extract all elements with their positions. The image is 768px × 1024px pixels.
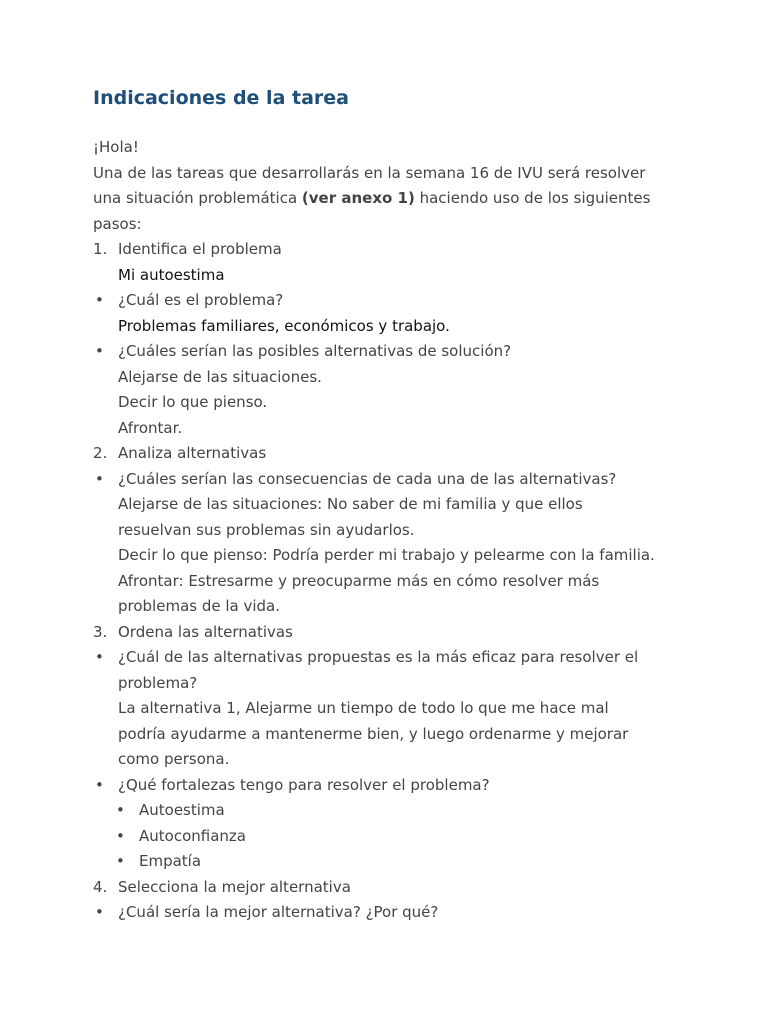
step-label: Identifica el problema bbox=[118, 240, 282, 258]
question-1 bbox=[93, 288, 693, 314]
document-body bbox=[93, 135, 693, 926]
question-1-answer: Problemas familiares, económicos y trabajo. bbox=[118, 316, 450, 335]
intro-text-1: Una de las tareas que desarrollarás en la semana 16 de IVU será resolver una situación problemática bbox=[93, 163, 646, 207]
strength-label: Autoestima bbox=[139, 801, 225, 819]
bullet-icon: • bbox=[116, 801, 125, 819]
bullet-icon: • bbox=[116, 826, 125, 845]
step-label: Analiza alternativas bbox=[118, 444, 267, 462]
bullet-icon: • bbox=[95, 775, 104, 794]
question-2-answer-1: Alejarse de las situaciones. bbox=[118, 367, 322, 386]
question-text: ¿Cuáles serían las posibles alternativas de solución? bbox=[118, 342, 512, 360]
strength-label: Empatía bbox=[139, 852, 202, 870]
question-text: ¿Cuál es el problema? bbox=[118, 291, 284, 309]
question-3-answer-1: Alejarse de las situaciones: No saber de mi familia y que ellos resuelvan sus problemas sin ayudarlos. bbox=[118, 495, 583, 539]
question-3 bbox=[93, 467, 693, 493]
question-6 bbox=[93, 900, 693, 926]
bullet-icon: • bbox=[95, 342, 104, 360]
question-3-answer-2: Decir lo que pienso: Podría perder mi trabajo y pelearme con la familia. bbox=[118, 546, 655, 564]
step-number: 3. bbox=[93, 622, 108, 641]
bullet-icon: • bbox=[116, 852, 125, 870]
page-title: Indicaciones de la tarea bbox=[93, 87, 349, 109]
step-number: 4. bbox=[93, 877, 108, 896]
step-4 bbox=[93, 875, 693, 901]
step-label: Selecciona la mejor alternativa bbox=[118, 877, 351, 896]
bullet-icon: • bbox=[95, 469, 104, 488]
question-text: ¿Qué fortalezas tengo para resolver el problema? bbox=[118, 775, 490, 794]
question-text: ¿Cuáles serían las consecuencias de cada una de las alternativas? bbox=[118, 469, 617, 488]
step-1-answer: Mi autoestima bbox=[118, 265, 225, 284]
question-4 bbox=[93, 645, 663, 696]
strength-item-1 bbox=[93, 798, 693, 824]
question-4-answer: La alternativa 1, Alejarme un tiempo de todo lo que me hace mal podría ayudarme a mantenerme bien, y luego ordenarme y mejorar como persona. bbox=[118, 699, 629, 768]
step-2 bbox=[93, 441, 693, 467]
intro-paragraph bbox=[93, 161, 678, 238]
step-number: 1. bbox=[93, 240, 108, 258]
question-2 bbox=[93, 339, 693, 365]
step-3 bbox=[93, 620, 693, 646]
step-1 bbox=[93, 237, 693, 263]
step-number: 2. bbox=[93, 444, 108, 462]
question-text: ¿Cuál de las alternativas propuestas es la más eficaz para resolver el problema? bbox=[118, 648, 639, 692]
question-5 bbox=[93, 773, 693, 799]
strength-label: Autoconfianza bbox=[139, 826, 246, 845]
strength-item-2 bbox=[93, 824, 693, 850]
question-3-answer-3: Afrontar: Estresarme y preocuparme más en cómo resolver más problemas de la vida. bbox=[118, 571, 600, 615]
question-2-answer-2: Decir lo que pienso. bbox=[118, 393, 268, 411]
strength-item-3 bbox=[93, 849, 693, 875]
intro-annex-reference: (ver anexo 1) bbox=[301, 189, 415, 207]
step-label: Ordena las alternativas bbox=[118, 622, 293, 641]
bullet-icon: • bbox=[95, 648, 104, 666]
bullet-icon: • bbox=[95, 903, 104, 921]
greeting: ¡Hola! bbox=[93, 138, 139, 156]
question-text: ¿Cuál sería la mejor alternativa? ¿Por qué? bbox=[118, 903, 439, 921]
intro-text-2: haciendo uso de los siguientes pasos: bbox=[93, 189, 651, 233]
bullet-icon: • bbox=[95, 291, 104, 309]
question-2-answer-3: Afrontar. bbox=[118, 418, 183, 437]
